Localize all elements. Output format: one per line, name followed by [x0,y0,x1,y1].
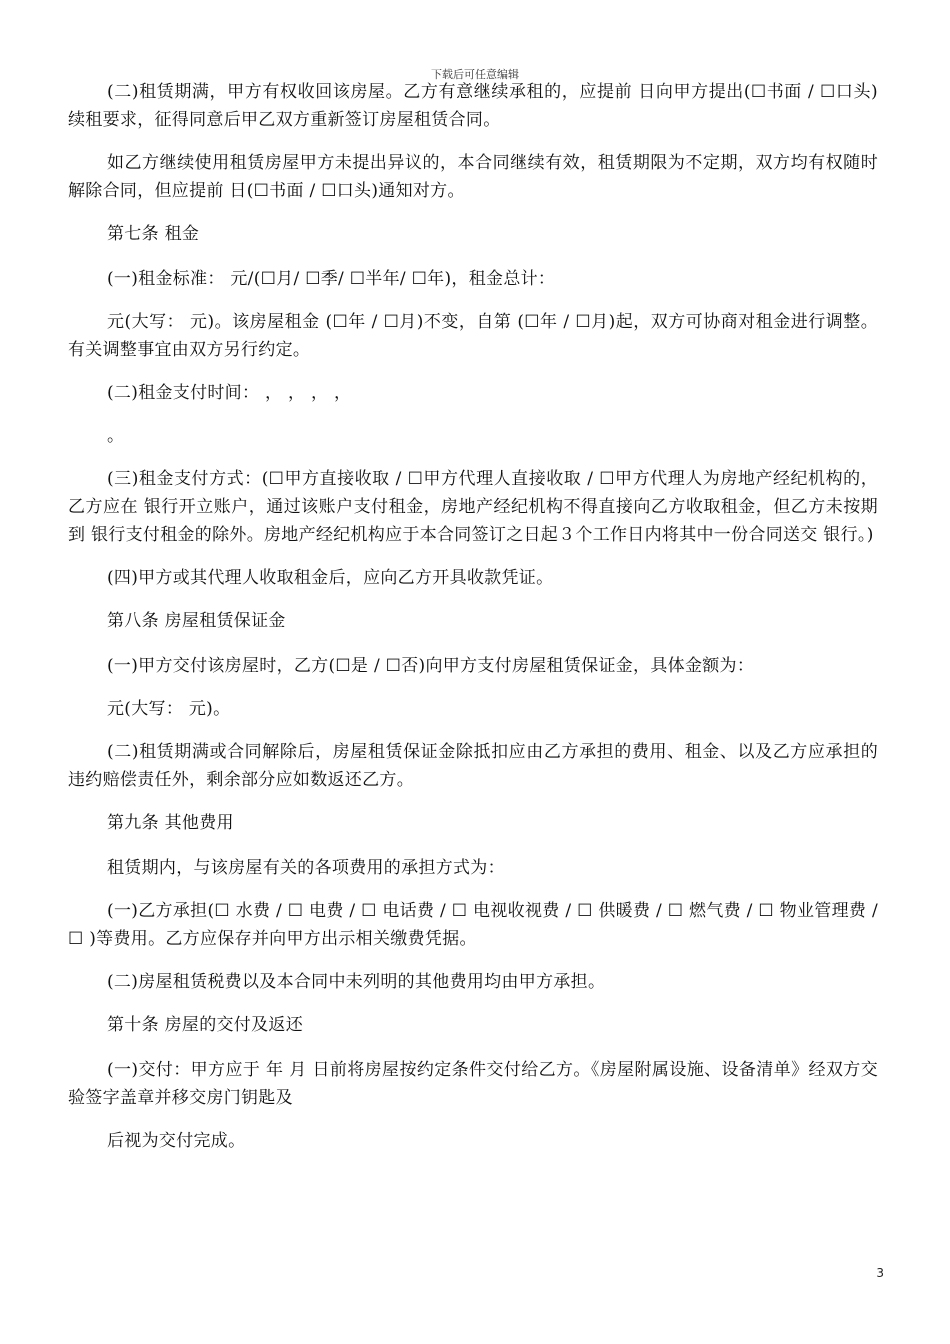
article-10-heading: 第十条 房屋的交付及返还 [107,1015,304,1035]
delivery-clause: (一)交付：甲方应于 年 月 日前将房屋按约定条件交付给乙方。《房屋附属设施、设备清单》经双方交验签字盖章并移交房门钥匙及 [68,1060,878,1108]
renewal-clause: (二)租赁期满，甲方有权收回该房屋。乙方有意继续承租的，应提前 日向甲方提出(☐书面 / ☐口头)续租要求，征得同意后甲乙双方重新签订房屋租赁合同。 [68,82,878,130]
page-number: 3 [876,1266,884,1280]
article-7-heading: 第七条 租金 [107,224,200,244]
article-9-heading: 第九条 其他费用 [107,813,234,833]
rent-receipt-clause: (四)甲方或其代理人收取租金后，应向乙方开具收款凭证。 [107,568,554,588]
header-note: 下载后可任意编辑 [431,68,519,81]
deposit-clause: (一)甲方交付该房屋时，乙方(☐是 / ☐否)向甲方支付房屋租赁保证金，具体金额为： [107,656,755,676]
deposit-amount-clause: 元(大写： 元)。 [107,699,231,719]
document-body [68,78,878,1170]
landlord-fees-clause: (二)房屋租赁税费以及本合同中未列明的其他费用均由甲方承担。 [107,972,606,992]
rent-payment-time-clause: (二)租金支付时间： ， ， ， ， [107,383,352,403]
article-8-heading: 第八条 房屋租赁保证金 [107,611,286,631]
indefinite-term-clause: 如乙方继续使用租赁房屋甲方未提出异议的，本合同继续有效，租赁期限为不定期，双方均有权随时解除合同，但应提前 日(☐书面 / ☐口头)通知对方。 [68,153,878,201]
rent-payment-time-end: 。 [107,426,125,446]
tenant-fees-clause: (一)乙方承担(☐ 水费 / ☐ 电费 / ☐ 电话费 / ☐ 电视收视费 / ☐ 供暖费 / ☐ 燃气费 / ☐ 物业管理费 / ☐ )等费用。乙方应保存并向甲方出示相关缴费凭据。 [68,901,878,949]
delivery-complete-clause: 后视为交付完成。 [107,1131,246,1151]
rent-payment-method-clause: (三)租金支付方式：(☐甲方直接收取 / ☐甲方代理人直接收取 / ☐甲方代理人为房地产经纪机构的，乙方应在 银行开立账户，通过该账户支付租金，房地产经纪机构不得直接向乙方收取租金，但乙方未按期到 银行支付租金的除外。房地产经纪机构应于本合同签订之日起３个工作日内将其中一份合同送交 银行。) [68,469,878,545]
fees-intro-clause: 租赁期内，与该房屋有关的各项费用的承担方式为： [107,858,505,878]
deposit-return-clause: (二)租赁期满或合同解除后，房屋租赁保证金除抵扣应由乙方承担的费用、租金、以及乙方应承担的违约赔偿责任外，剩余部分应如数返还乙方。 [68,742,878,790]
rent-standard-clause: (一)租金标准： 元/(☐月/ ☐季/ ☐半年/ ☐年)，租金总计： [107,269,556,289]
rent-amount-clause: 元(大写： 元)。该房屋租金 (☐年 / ☐月)不变，自第 (☐年 / ☐月)起，双方可协商对租金进行调整。有关调整事宜由双方另行约定。 [68,312,878,360]
